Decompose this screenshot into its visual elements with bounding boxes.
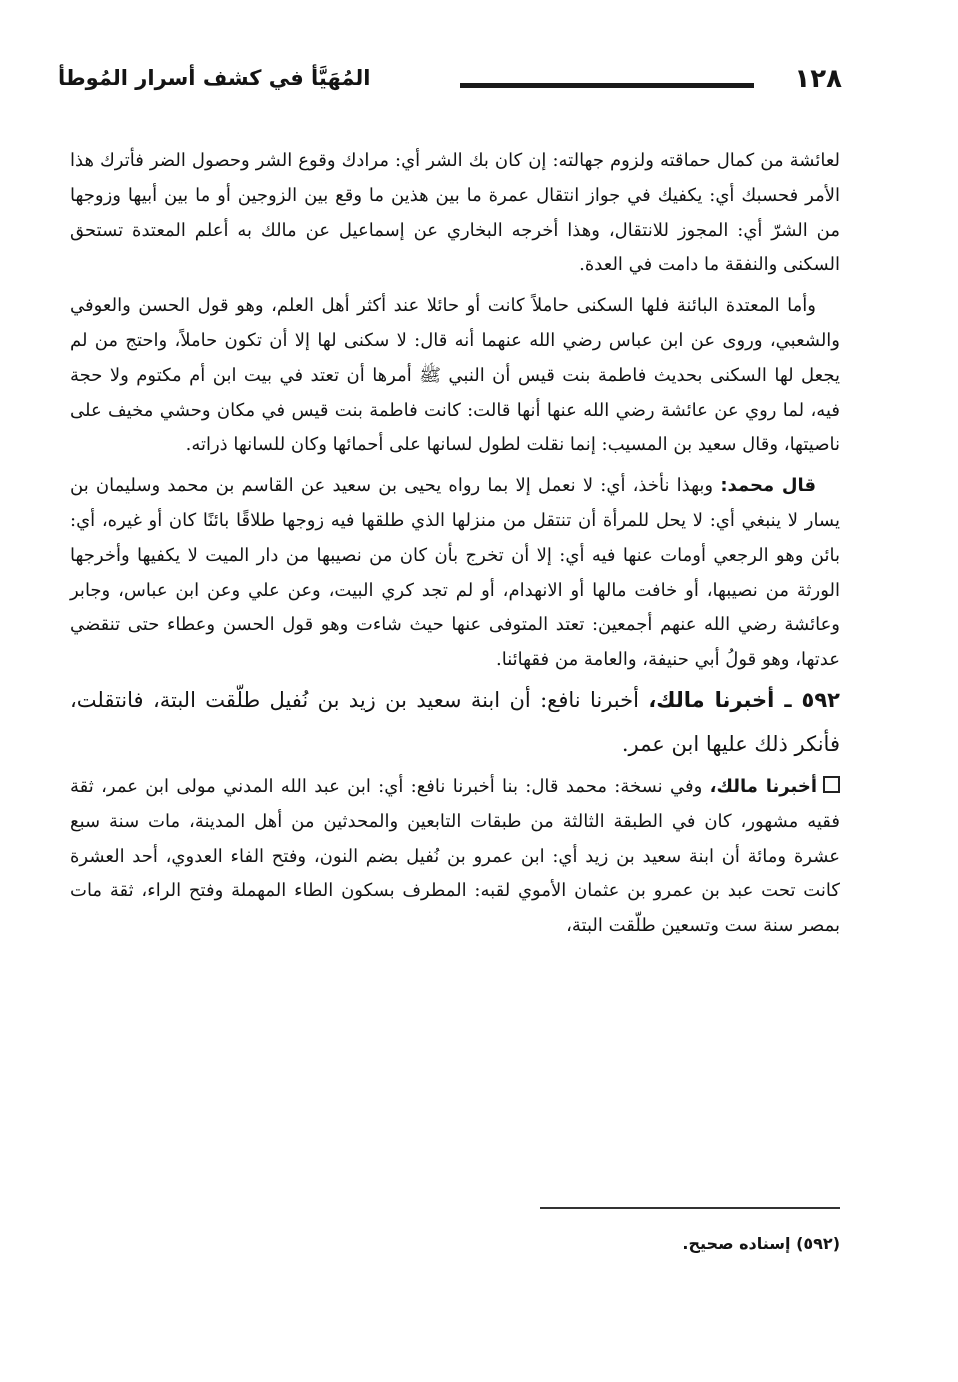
hadith-592 bbox=[70, 678, 840, 766]
header-rule bbox=[460, 83, 754, 88]
footnote-rule bbox=[540, 1207, 840, 1209]
hadith-number-lead: ٥٩٢ ـ أخبرنا مالك، bbox=[648, 687, 840, 712]
book-title: المُهَيَّأ في كشف أسرار المُوطأ bbox=[58, 66, 371, 90]
square-marker-icon bbox=[823, 776, 840, 793]
paragraph-bain: وأما المعتدة البائنة فلها السكنى حاملاً كانت أو حائلا عند أكثر أهل العلم، وهو قول الحسن والعوفي والشعبي، وروى عن ابن عباس رضي الله عنهما أنه قال: لا سكنى لها إلا أن تكون حاملاً، واحتج من لم يجعل لها السكنى بحديث فاطمة بنت قيس أن النبي ﷺ أمرها أن تعتد في بيت ابن أم مكتوم ولا حجة فيه، لما روي عن عائشة رضي الله عنها أنها قالت: كانت فاطمة بنت قيس في مكان وحشي مخيف على ناصيتها، وقال سعيد بن المسيب: إنما نقلت لطول لسانها على أحمائها وكان للسانها ذراته. bbox=[70, 295, 840, 456]
qala-muhammad-lead: قال محمد: bbox=[720, 475, 816, 497]
qala-muhammad-text: وبهذا نأخذ، أي: لا نعمل إلا بما رواه يحيى بن سعيد عن القاسم بن محمد وسليمان بن يسار لا ينبغي أي: لا يحل للمرأة أن تنتقل من منزلها الذي طلقها فيه زوجها طلاقًا بائنًا كان أو غيره، أي: بائن وهو الرجعي أومات عنها فيه أي: إلا أن تخرج بأن كان من نصيبها من دار الميت لا يكفيها وأخرجها الورثة من نصيبها، أو خافت مالها أو الانهدام، أو لم تجد كري البيت، وعن علي وعن ابن عباس، وجابر وعائشة رضي الله عنهم أجمعين: تعتد المتوفى عنها حيث شاءت وهو قول الحسن وعطاء حتى تنقضي عدتها، وهو قولُ أبي حنيفة، والعامة من فقهائنا. bbox=[70, 475, 840, 671]
commentary-text: وفي نسخة: محمد قال: بنا أخبرنا نافع: أي: ابن عبد الله المدني مولى ابن عمر، ثقة فقيه مشهور، كان في الطبقة الثالثة من طبقات التابعين والمحدثين من أهل المدينة، مات سنة سبع عشرة ومائة أن ابنة سعيد بن زيد أي: ابن عمرو بن نُفيل بضم النون، وفتح الفاء العدوي، أحد العشرة كانت تحت عبد بن عمرو بن عثمان الأموي لقبه: المطرف بسكون الطاء المهملة وفتح الراء، ثقة مات بمصر سنة ست وتسعين طلّقت البتة، bbox=[70, 775, 840, 937]
page-number: ١٢٨ bbox=[794, 64, 842, 94]
paragraph-commentary bbox=[70, 770, 840, 944]
paragraph-continuation: لعائشة من كمال حماقته ولزوم جهالته: إن كان بك الشر أي: مرادك وقوع الشر وحصول الضر فأترك هذا الأمر فحسبك أي: يكفيك في جواز انتقال عمرة ما بين هذين ما وقع بين الزوجين أو ما بين أبيها وزوجها من الشرّ أي: المجوز للانتقال، وهذا أخرجه البخاري عن إسماعيل عن مالك به أعلم المعتدة تستحق السكنى والنفقة ما دامت في العدة. bbox=[70, 150, 840, 276]
hadith-text: أخبرنا نافع: أن ابنة سعيد بن زيد بن نُفيل طلّقت البتة، فانتقلت، فأنكر ذلك عليها ابن عمر. bbox=[70, 687, 840, 756]
page-body bbox=[70, 144, 840, 944]
footnote-592: (٥٩٢) إسناده صحيح. bbox=[682, 1234, 840, 1253]
running-header bbox=[58, 62, 842, 106]
commentary-lead: أخبرنا مالك، bbox=[709, 775, 817, 797]
paragraph-qala-muhammad bbox=[70, 469, 840, 678]
